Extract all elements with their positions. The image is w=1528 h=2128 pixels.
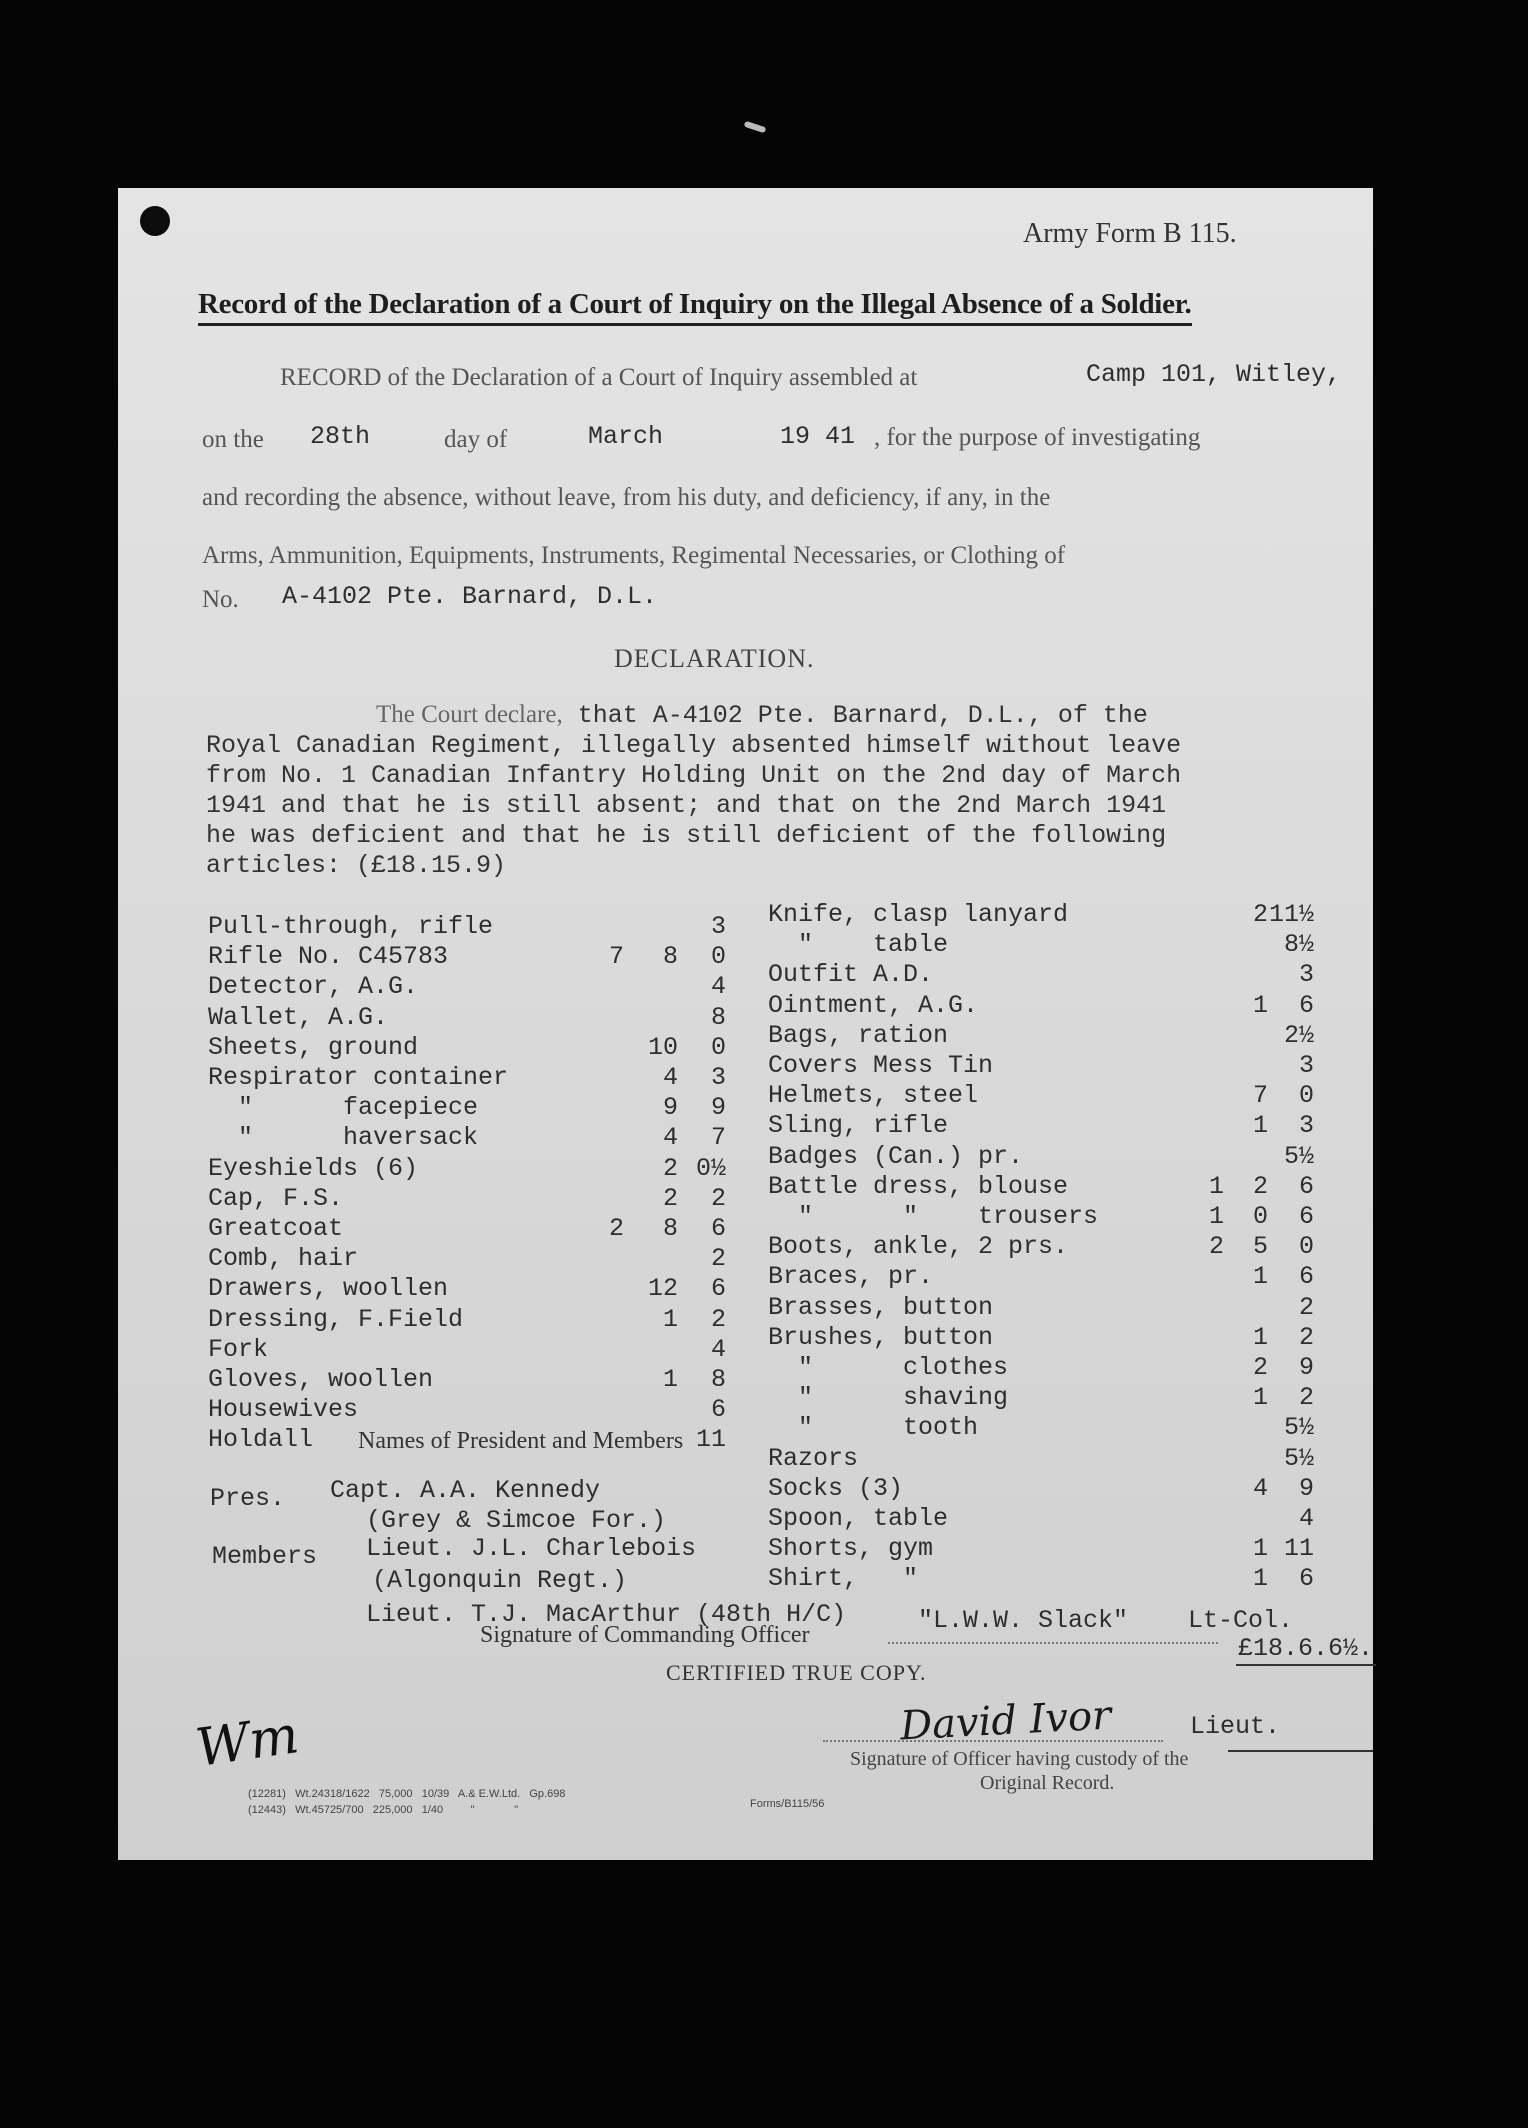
article-name: " clothes: [768, 1353, 1009, 1382]
article-name: Boots, ankle, 2 prs.: [768, 1232, 1069, 1262]
article-name: Pull-through, rifle: [208, 912, 494, 941]
article-pence: 9: [1298, 1473, 1314, 1503]
article-shillings: 12: [647, 1274, 678, 1304]
article-pence: 3: [1298, 1051, 1314, 1080]
article-shillings: 4: [662, 1123, 678, 1153]
article-pence: 2½: [1283, 1020, 1314, 1050]
member1-name: Lieut. J.L. Charlebois: [366, 1534, 697, 1563]
article-pence: 4: [710, 972, 726, 1002]
article-shillings: 2: [662, 1183, 678, 1213]
article-pence: 6: [710, 1274, 726, 1304]
article-name: Outfit A.D.: [768, 960, 934, 990]
article-pence: 5½: [1283, 1141, 1314, 1171]
printer-ref: (12443): [248, 1804, 286, 1816]
article-pence: 3: [1298, 960, 1314, 990]
article-name: Brasses, button: [768, 1292, 994, 1322]
article-pounds: 1: [1208, 1202, 1224, 1231]
commanding-rank: Lt-Col.: [1188, 1606, 1294, 1635]
article-pence: 0: [710, 1032, 726, 1062]
printer-ref: ": [514, 1804, 519, 1816]
article-shillings: 2: [1252, 1353, 1268, 1382]
article-name: Fork: [208, 1334, 269, 1364]
article-pence: 8: [710, 1365, 726, 1394]
article-shillings: 1: [1252, 1111, 1268, 1141]
certifying-signature: David Ivor: [898, 1692, 1113, 1750]
article-name: Sling, rifle: [768, 1111, 949, 1141]
article-name: Housewives: [208, 1395, 359, 1425]
record-soldier: A-4102 Pte. Barnard, D.L.: [282, 582, 658, 611]
article-pence: 7: [710, 1123, 726, 1153]
article-pence: 6: [710, 1214, 726, 1243]
printer-ref: 10/39: [421, 1788, 450, 1800]
article-name: Eyeshields (6): [208, 1153, 419, 1183]
article-name: Rifle No. C45783: [208, 942, 449, 972]
article-name: Greatcoat: [208, 1214, 344, 1243]
record-month: March: [588, 422, 664, 451]
article-shillings: 1: [1252, 1262, 1268, 1292]
printer-ref: 1/40: [421, 1804, 444, 1816]
article-name: Drawers, woollen: [208, 1274, 449, 1304]
total-rule: [1228, 1750, 1373, 1752]
article-pounds: 7: [608, 942, 624, 972]
record-line2-suffix: , for the purpose of investigating: [874, 424, 1201, 451]
article-name: " tooth: [768, 1413, 979, 1443]
member2: Lieut. T.J. MacArthur (48th H/C): [366, 1600, 847, 1629]
article-pence: 2: [1298, 1383, 1314, 1413]
article-shillings: 1: [1252, 1322, 1268, 1352]
article-shillings: 1: [662, 1365, 678, 1394]
article-name: Socks (3): [768, 1473, 904, 1503]
article-shillings: 10: [647, 1032, 678, 1062]
article-name: " shaving: [768, 1383, 1009, 1413]
printer-ref: Wt.45725/700: [295, 1804, 364, 1816]
article-pence: 11: [1283, 1534, 1314, 1564]
article-shillings: 1: [1252, 1564, 1268, 1594]
member1-unit: (Algonquin Regt.): [372, 1566, 628, 1595]
film-glint: [744, 121, 767, 134]
article-pence: 2: [1298, 1322, 1314, 1352]
article-shillings: 4: [662, 1063, 678, 1092]
article-pence: 6: [1298, 1171, 1314, 1201]
printer-form-code: Forms/B115/56: [750, 1798, 825, 1810]
document-page: [118, 188, 1373, 1860]
article-name: Cap, F.S.: [208, 1183, 344, 1213]
declaration-line: he was deficient and that he is still deficient of the following: [206, 821, 1167, 850]
article-pence: 3: [1298, 1111, 1314, 1141]
article-pounds: 1: [1208, 1171, 1224, 1201]
article-name: Spoon, table: [768, 1504, 949, 1533]
article-pence: 6: [710, 1395, 726, 1425]
article-shillings: 1: [1252, 990, 1268, 1020]
article-name: Battle dress, blouse: [768, 1171, 1069, 1201]
article-name: Shirt, ": [768, 1564, 919, 1594]
certifying-dotted-line: [823, 1740, 1163, 1742]
article-pence: 4: [1298, 1504, 1314, 1533]
certifying-caption-line2: Original Record.: [980, 1772, 1115, 1794]
commanding-signature: "L.W.W. Slack": [918, 1606, 1129, 1635]
pres-label: Pres.: [210, 1484, 286, 1513]
article-pence: 6: [1298, 1262, 1314, 1292]
article-shillings: 1: [1252, 1383, 1268, 1413]
article-shillings: 1: [662, 1304, 678, 1334]
members-heading: Names of President and Members: [358, 1428, 684, 1454]
article-name: Covers Mess Tin: [768, 1051, 994, 1080]
article-pounds: 2: [608, 1214, 624, 1243]
total-underline: [1236, 1664, 1376, 1666]
article-shillings: 4: [1252, 1473, 1268, 1503]
article-pence: 2: [710, 1244, 726, 1274]
declaration-line: 1941 and that he is still absent; and that on the 2nd March 1941: [206, 791, 1167, 820]
declaration-line: articles: (£18.15.9): [206, 851, 507, 880]
declaration-title: DECLARATION.: [614, 644, 815, 673]
printer-line2: [248, 1804, 518, 1816]
certified-true-copy: CERTIFIED TRUE COPY.: [666, 1660, 927, 1685]
article-pence: 3: [710, 912, 726, 941]
article-name: Shorts, gym: [768, 1534, 934, 1564]
total-amount: £18.6.6½.: [1238, 1634, 1374, 1663]
record-no-label: No.: [202, 586, 239, 613]
article-pence: 8: [710, 1002, 726, 1032]
article-pence: 0: [710, 942, 726, 972]
declaration-line: Royal Canadian Regiment, illegally absented himself without leave: [206, 731, 1182, 760]
printer-ref: 75,000: [378, 1788, 413, 1800]
article-shillings: 7: [1252, 1081, 1268, 1111]
printer-ref: Wt.24318/1622: [295, 1788, 370, 1800]
handwritten-initials: Wm: [192, 1705, 303, 1779]
form-heading: Record of the Declaration of a Court of Inquiry on the Illegal Absence of a Soldier.: [198, 288, 1192, 326]
article-pence: 0: [1298, 1081, 1314, 1111]
printer-line1: [248, 1788, 565, 1800]
article-shillings: 0: [1252, 1202, 1268, 1231]
record-line1-prefix: RECORD of the Declaration of a Court of Inquiry assembled at: [280, 364, 918, 391]
article-pence: 2: [710, 1183, 726, 1213]
article-pence: 5½: [1283, 1443, 1314, 1473]
declaration-paragraph: [206, 700, 1181, 881]
article-pence: 11½: [1268, 900, 1314, 929]
article-pence: 0: [1298, 1232, 1314, 1262]
article-name: Sheets, ground: [208, 1032, 419, 1062]
members-label: Members: [212, 1542, 318, 1571]
article-name: Knife, clasp lanyard: [768, 900, 1069, 929]
article-name: Razors: [768, 1443, 859, 1473]
record-day-of: day of: [444, 426, 508, 453]
article-pence: 3: [710, 1063, 726, 1092]
declaration-lead: The Court declare,: [376, 701, 563, 728]
article-pence: 9: [710, 1093, 726, 1123]
article-name: " table: [768, 930, 949, 960]
article-name: Wallet, A.G.: [208, 1002, 389, 1032]
article-name: " " trousers: [768, 1202, 1099, 1231]
printer-ref: ": [470, 1804, 475, 1816]
article-pence: 2: [1298, 1292, 1314, 1322]
record-on-the: on the: [202, 426, 264, 453]
declaration-line: from No. 1 Canadian Infantry Holding Unit on the 2nd day of March: [206, 761, 1182, 790]
record-year: 19 41: [780, 422, 856, 451]
article-name: Comb, hair: [208, 1244, 359, 1274]
article-shillings: 5: [1252, 1232, 1268, 1262]
article-shillings: 9: [662, 1093, 678, 1123]
record-place: Camp 101, Witley,: [1086, 360, 1342, 389]
article-shillings: 2: [1252, 1171, 1268, 1201]
printer-ref: (12281): [248, 1788, 286, 1800]
article-name: Badges (Can.) pr.: [768, 1141, 1024, 1171]
article-pounds: 2: [1208, 1232, 1224, 1262]
article-pence: 5½: [1283, 1413, 1314, 1443]
article-name: " facepiece: [208, 1093, 479, 1123]
pres-name: Capt. A.A. Kennedy: [330, 1476, 601, 1505]
certifying-rank: Lieut.: [1190, 1712, 1281, 1741]
article-pence: 6: [1298, 1564, 1314, 1594]
article-name: Ointment, A.G.: [768, 990, 979, 1020]
article-shillings: 8: [662, 942, 678, 972]
record-line4: Arms, Ammunition, Equipments, Instruments, Regimental Necessaries, or Clothing of: [202, 542, 1066, 569]
article-name: Helmets, steel: [768, 1081, 979, 1111]
form-number: Army Form B 115.: [1023, 218, 1237, 249]
declaration-line: that A-4102 Pte. Barnard, D.L., of the: [577, 701, 1148, 730]
article-pence: 0½: [695, 1153, 726, 1183]
article-pence: 4: [710, 1334, 726, 1364]
article-pence: 6: [1298, 1202, 1314, 1231]
record-day: 28th: [310, 422, 371, 451]
article-shillings: 1: [1252, 1534, 1268, 1564]
article-name: Gloves, woollen: [208, 1365, 434, 1394]
article-name: Dressing, F.Field: [208, 1304, 464, 1334]
article-name: Respirator container: [208, 1063, 509, 1092]
certifying-caption-line1: Signature of Officer having custody of the: [850, 1748, 1189, 1770]
article-shillings: 2: [662, 1153, 678, 1183]
commanding-dotted-line: [888, 1642, 1218, 1644]
article-name: Bags, ration: [768, 1020, 949, 1050]
printer-ref: A.& E.W.Ltd.: [457, 1788, 521, 1800]
printer-ref: 225,000: [372, 1804, 413, 1816]
commanding-officer-label: Signature of Commanding Officer: [480, 1622, 810, 1648]
pres-unit: (Grey & Simcoe For.): [366, 1506, 667, 1535]
article-pence: 8½: [1283, 930, 1314, 960]
article-pence: 11: [695, 1425, 726, 1455]
article-name: " haversack: [208, 1123, 479, 1153]
article-pence: 6: [1298, 990, 1314, 1020]
article-name: Holdall: [208, 1425, 314, 1455]
article-shillings: 2: [1252, 900, 1268, 929]
article-name: Brushes, button: [768, 1322, 994, 1352]
article-name: Braces, pr.: [768, 1262, 934, 1292]
article-pence: 9: [1298, 1353, 1314, 1382]
punch-hole: [140, 206, 170, 236]
article-pence: 2: [710, 1304, 726, 1334]
printer-ref: Gp.698: [529, 1788, 566, 1800]
record-line3: and recording the absence, without leave, from his duty, and deficiency, if any, in the: [202, 484, 1051, 511]
article-shillings: 8: [662, 1214, 678, 1243]
article-name: Detector, A.G.: [208, 972, 419, 1002]
